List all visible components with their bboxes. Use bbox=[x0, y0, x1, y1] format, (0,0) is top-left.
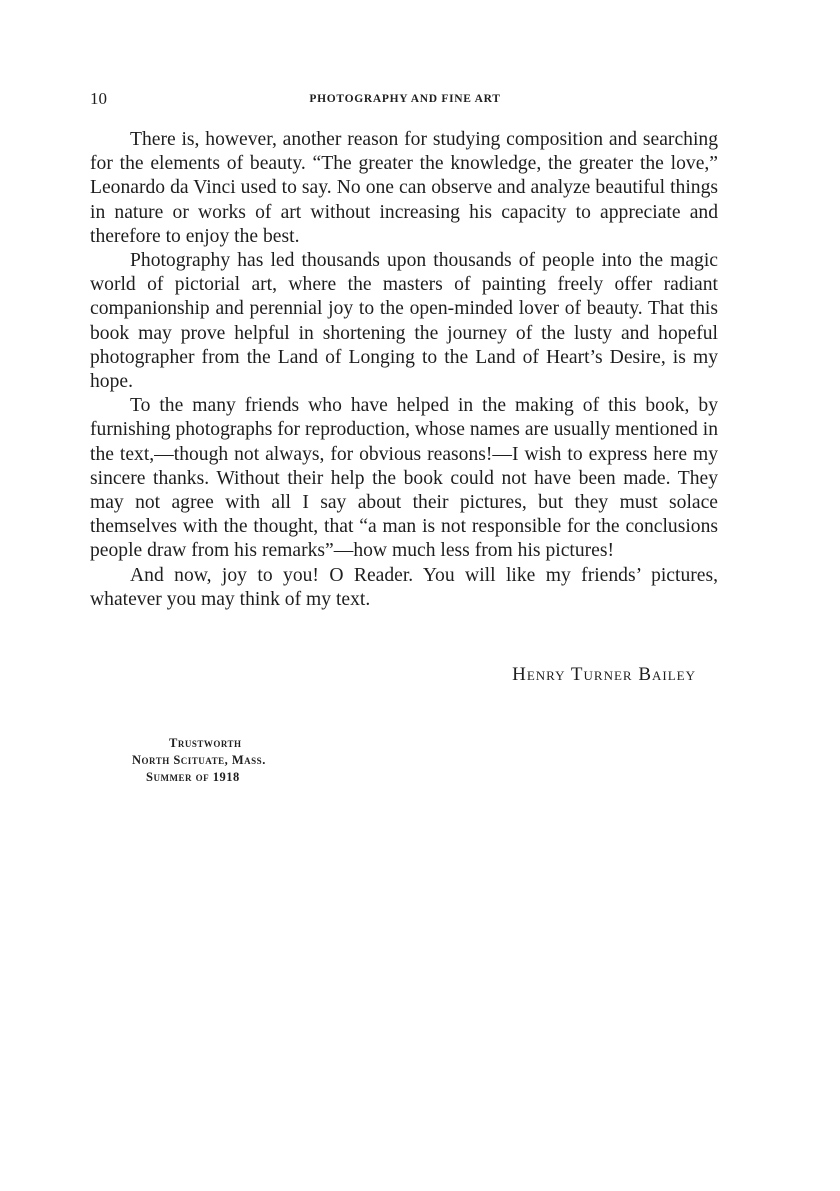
paragraph-2: Photography has led thousands upon thousands of people into the magic world of pictorial art, where the masters of painting freely offer radiant companionship and perennial joy to the open-minded lover of beauty. That this book may prove helpful in shortening the journey of the lusty and hopeful photographer from the Land of Longing to the Land of Heart’s Desire, is my hope. bbox=[90, 250, 718, 393]
place-line-2: North Scituate, Mass. bbox=[132, 753, 266, 767]
page-number: 10 bbox=[90, 89, 107, 108]
paragraph-1: There is, however, another reason for studying composition and searching for the elements of beauty. “The greater the knowledge, the greater the love,” Leonardo da Vinci used to say. No one can observe and analyze beautiful things in nature or works of art without increasing his capacity to appreciate and therefore to enjoy the best. bbox=[90, 129, 718, 247]
page-header bbox=[90, 89, 720, 113]
paragraph-4: And now, joy to you! O Reader. You will like my friends’ pictures, whatever you may think of my text. bbox=[90, 564, 718, 610]
author-signature: Henry Turner Bailey bbox=[512, 664, 696, 685]
paragraph-3: To the many friends who have helped in the making of this book, by furnishing photographs for reproduction, whose names are usually mentioned in the text,—though not always, for obvious reasons!—I wish to express here my sincere thanks. Without their help the book could not have been made. They may not agree with all I say about their pictures, but they must solace themselves with the thought, that “a man is not responsible for the conclusions people draw from his remarks”—how much less from his pictures! bbox=[90, 395, 718, 562]
preface-body bbox=[90, 128, 718, 612]
place-line-3: Summer of 1918 bbox=[146, 770, 240, 784]
running-title: PHOTOGRAPHY AND FINE ART bbox=[309, 93, 501, 105]
place-line-1: Trustworth bbox=[169, 736, 242, 750]
place-and-date bbox=[132, 735, 266, 786]
